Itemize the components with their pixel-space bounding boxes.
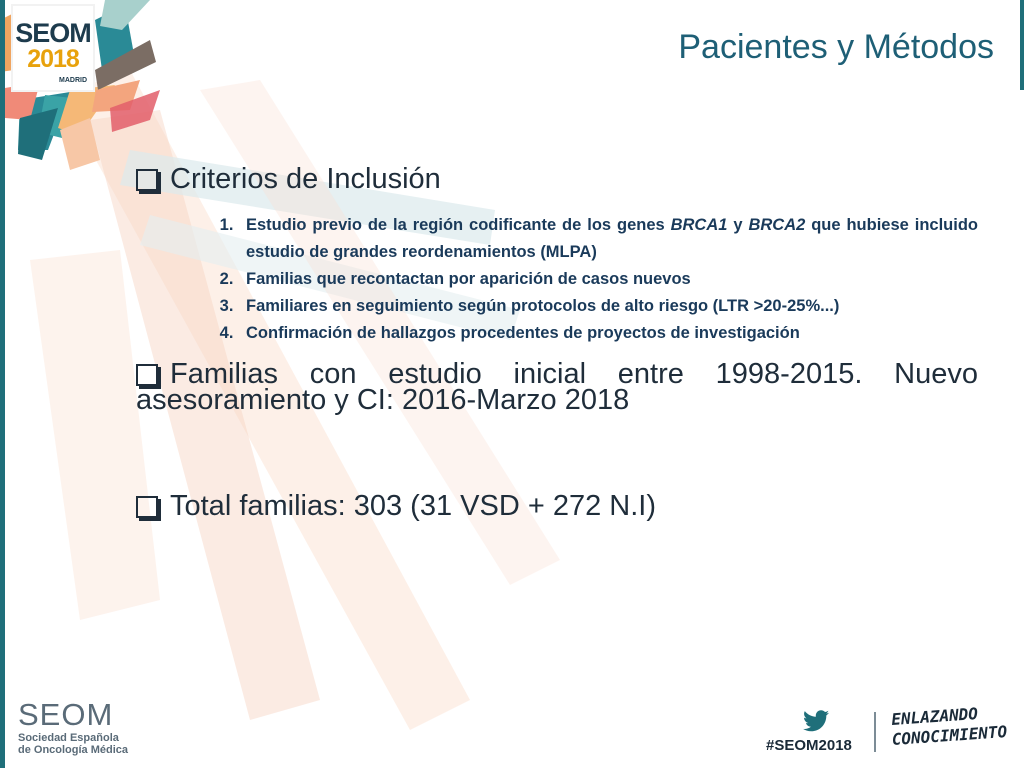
gene-name: BRCA2 <box>748 216 806 234</box>
gene-name: BRCA1 <box>670 216 728 234</box>
criteria-item: 2. Familias que recontactan por aparición de casos nuevos <box>238 266 978 293</box>
logo-word: SEOM <box>15 18 91 48</box>
footer-logo-word: SEOM <box>18 697 114 732</box>
right-accent-bar <box>1020 0 1024 90</box>
criteria-heading-text: Criterios de Inclusión <box>170 163 441 195</box>
criteria-item: 4. Confirmación de hallazgos procedentes de proyectos de investigación <box>238 320 978 347</box>
slide-title: Pacientes y Métodos <box>678 28 994 66</box>
checkbox-bullet-icon <box>136 169 158 191</box>
criteria-item: 1. Estudio previo de la región codificante de los genes BRCA1 y BRCA2 que hubiese incluido estudio de grandes reordenamientos (MLPA) <box>238 212 978 266</box>
slide-content <box>136 164 978 521</box>
event-hashtag: #SEOM2018 <box>766 737 852 754</box>
logo-city: MADRID <box>59 77 87 84</box>
checkbox-bullet-icon <box>136 496 158 518</box>
tagline: ENLAZANDO CONOCIMIENTO <box>890 703 1008 750</box>
twitter-icon <box>803 710 829 732</box>
total-bullet <box>136 491 978 521</box>
society-name: Sociedad Española de Oncología Médica <box>18 732 129 756</box>
criteria-list <box>136 212 978 347</box>
footer-divider <box>874 712 876 752</box>
seom-society-logo <box>18 697 129 756</box>
criteria-heading <box>136 164 978 194</box>
criteria-item: 3. Familiares en seguimiento según protocolos de alto riesgo (LTR >20-25%...) <box>238 293 978 320</box>
left-accent-bar <box>0 0 5 768</box>
total-text: Total familias: 303 (31 VSD + 272 N.I) <box>170 490 656 522</box>
checkbox-bullet-icon <box>136 364 158 386</box>
logo-year: 2018 <box>27 45 79 73</box>
families-text: Familias con estudio inicial entre 1998-2015. Nuevo <box>170 358 978 390</box>
seom-2018-logo <box>13 6 93 90</box>
families-text-continued: asesoramiento y CI: 2016-Marzo 2018 <box>136 384 630 416</box>
